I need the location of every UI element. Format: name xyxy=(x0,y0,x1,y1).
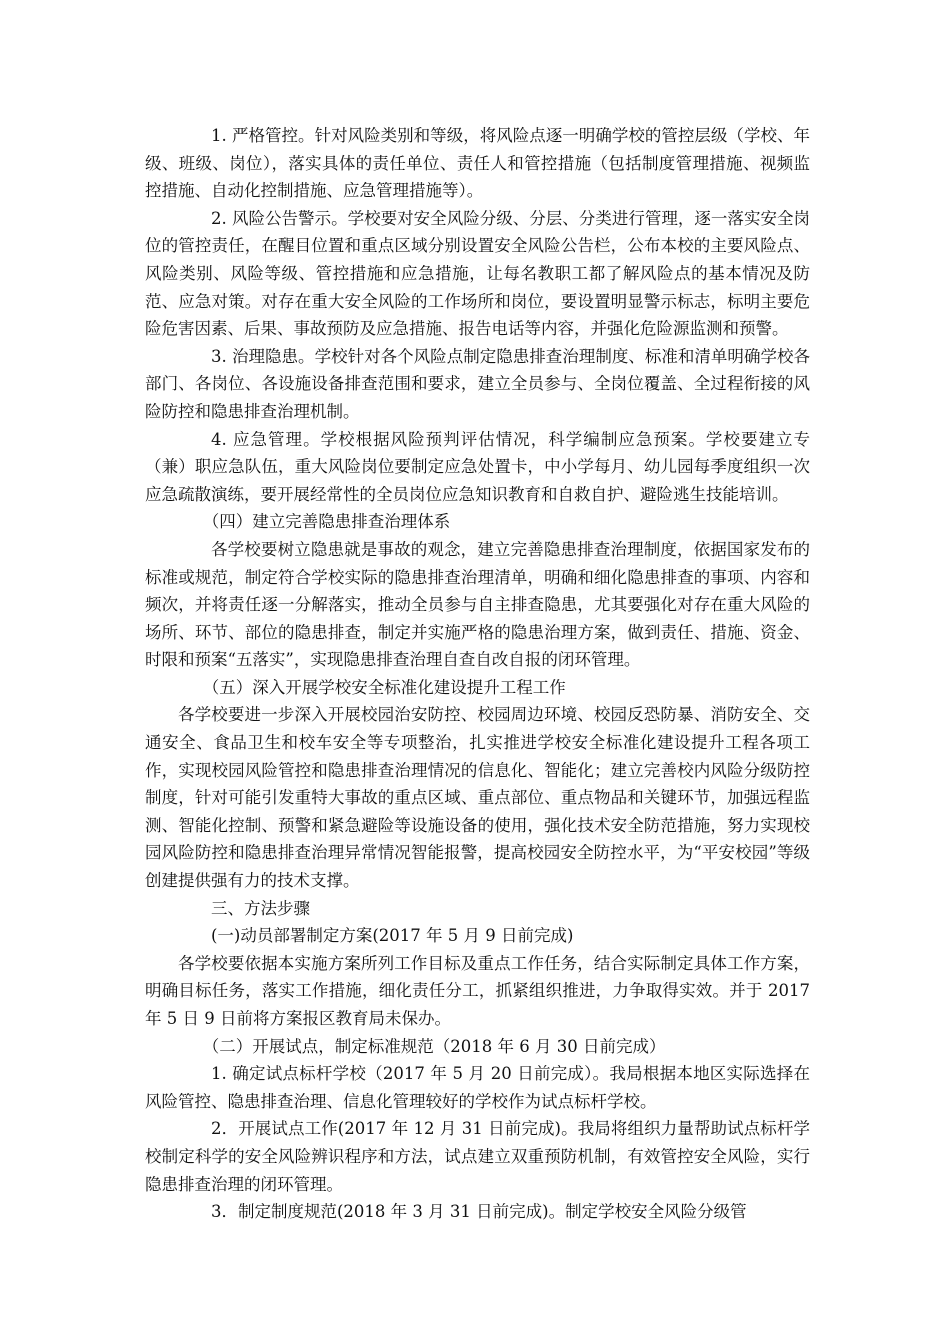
paragraph-rules: 3．制定制度规范(2018 年 3 月 31 日前完成)。制定学校安全风险分级管 xyxy=(211,1202,747,1222)
paragraph-hazard-system: 各学校要树立隐患就是事故的观念，建立完善隐患排查治理制度，依据国家发布的标准或规范，制定符合学校实际的隐患排查治理清单，明确和细化隐患排查的事项、内容和频次，并将责任逐一分解落实，推动全员参与自主排查隐患，尤其要强化对存在重大风险的场所、环节、部位的隐患排查，制定并实施严格的隐患治理方案，做到责任、措施、资金、时限和预案“五落实”，实现隐患排查治理自查自改自报的闭环管理。 xyxy=(145,539,810,670)
paragraph-mobilization: 各学校要依据本实施方案所列工作目标及重点工作任务，结合实际制定具体工作方案，明确目标任务，落实工作措施，细化责任分工，抓紧组织推进，力争取得实效。并于 2017 年 5 日 9 日前将方案报区教育局未保办。 xyxy=(145,953,810,1028)
section-heading-methods: 三、方法步骤 xyxy=(211,898,310,918)
paragraph-strict-control: 1. 严格管控。针对风险类别和等级，将风险点逐一明确学校的管控层级（学校、年级、班级、岗位），落实具体的责任单位、责任人和管控措施（包括制度管理措施、视频监控措施、自动化控制措施、应急管理措施等）。 xyxy=(145,126,810,201)
paragraph-pilot-work: 2．开展试点工作(2017 年 12 月 31 日前完成)。我局将组织力量帮助试点标杆学校制定科学的安全风险辨识程序和方法，试点建立双重预防机制，有效管控安全风险，实行隐患排查治理的闭环管理。 xyxy=(145,1119,810,1194)
document-body xyxy=(145,122,810,1226)
subsection-heading-1: (一)动员部署制定方案(2017 年 5 月 9 日前完成) xyxy=(211,926,574,946)
section-heading-4: （四）建立完善隐患排查治理体系 xyxy=(202,512,451,532)
subsection-heading-2: （二）开展试点，制定标准规范（2018 年 6 月 30 日前完成） xyxy=(202,1036,666,1056)
paragraph-pilot-schools: 1. 确定试点标杆学校（2017 年 5 月 20 日前完成）。我局根据本地区实际选择在风险管控、隐患排查治理、信息化管理较好的学校作为试点标杆学校。 xyxy=(145,1064,810,1111)
section-heading-5: （五）深入开展学校安全标准化建设提升工程工作 xyxy=(202,677,566,697)
paragraph-hazard-treatment: 3. 治理隐患。学校针对各个风险点制定隐患排查治理制度、标准和清单明确学校各部门、各岗位、各设施设备排查范围和要求，建立全员参与、全岗位覆盖、全过程衔接的风险防控和隐患排查治理机制。 xyxy=(145,346,810,421)
paragraph-risk-notice: 2. 风险公告警示。学校要对安全风险分级、分层、分类进行管理，逐一落实安全岗位的管控责任，在醒目位置和重点区域分别设置安全风险公告栏，公布本校的主要风险点、风险类别、风险等级、管控措施和应急措施，让每名教职工都了解风险点的基本情况及防范、应急对策。对存在重大安全风险的工作场所和岗位，要设置明显警示标志，标明主要危险危害因素、后果、事故预防及应急措施、报告电话等内容，并强化危险源监测和预警。 xyxy=(145,208,810,339)
paragraph-standardization: 各学校要进一步深入开展校园治安防控、校园周边环境、校园反恐防暴、消防安全、交通安全、食品卫生和校车安全等专项整治，扎实推进学校安全标准化建设提升工程各项工作，实现校园风险管控和隐患排查治理情况的信息化、智能化；建立完善校内风险分级防控制度，针对可能引发重特大事故的重点区域、重点部位、重点物品和关键环节，加强远程监测、智能化控制、预警和紧急避险等设施设备的使用，强化技术安全防范措施，努力实现校园风险防控和隐患排查治理异常情况智能报警，提高校园安全防控水平，为“平安校园”等级创建提供强有力的技术支撑。 xyxy=(145,705,810,891)
paragraph-emergency-management: 4. 应急管理。学校根据风险预判评估情况，科学编制应急预案。学校要建立专（兼）职应急队伍，重大风险岗位要制定应急处置卡，中小学每月、幼儿园每季度组织一次应急疏散演练，要开展经常性的全员岗位应急知识教育和自救自护、避险逃生技能培训。 xyxy=(145,429,810,504)
